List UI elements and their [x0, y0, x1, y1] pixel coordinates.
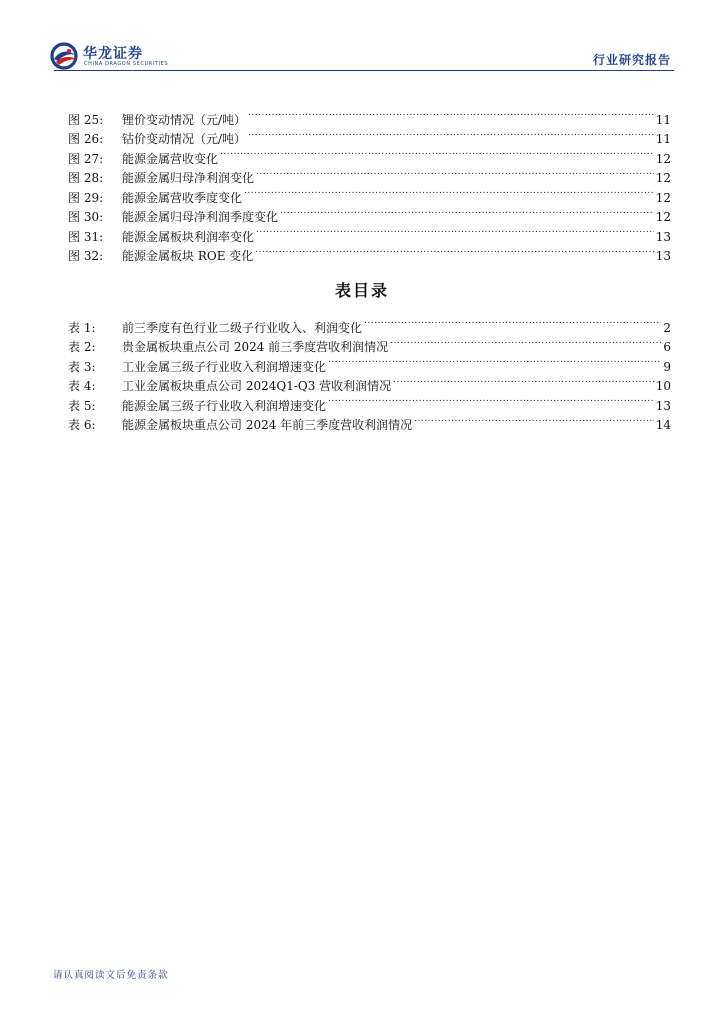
toc-entry-title: 能源金属营收变化 [122, 151, 219, 166]
dot-leader [328, 390, 654, 410]
toc-entry-label: 图 32: [68, 249, 104, 263]
dot-leader [248, 124, 654, 144]
dot-leader [280, 202, 654, 222]
toc-entry-label: 图 26: [68, 132, 104, 146]
toc-entry-title: 能源金属营收季度变化 [122, 190, 243, 205]
dot-leader [393, 371, 654, 391]
figure-toc-list [68, 104, 671, 263]
company-logo [50, 42, 170, 70]
toc-entry-label: 表 1: [68, 320, 96, 335]
toc-entry-page: 6 [663, 340, 671, 354]
toc-entry-title: 能源金属板块 ROE 变化 [122, 249, 254, 263]
toc-entry-title: 工业金属板块重点公司 2024Q1-Q3 营收利润情况 [122, 379, 392, 393]
toc-entry-title: 能源金属归母净利润变化 [122, 171, 255, 185]
toc-entry-page: 11 [655, 112, 671, 127]
toc-entry-label: 表 6: [68, 418, 96, 432]
toc-entry-page: 14 [655, 418, 671, 432]
dot-leader [244, 182, 654, 202]
dot-leader [364, 312, 661, 332]
toc-entry-label: 图 28: [68, 171, 104, 185]
toc-entry[interactable] [68, 312, 671, 335]
header-divider [54, 70, 674, 71]
toc-entry-title: 锂价变动情况（元/吨） [122, 112, 247, 127]
toc-entry-label: 图 27: [68, 151, 104, 166]
dot-leader [390, 332, 661, 352]
toc-entry-label: 表 4: [68, 379, 96, 393]
toc-entry-page: 12 [655, 210, 671, 224]
logo-english-name: CHINA DRAGON SECURITIES [84, 61, 169, 67]
toc-entry-page: 2 [663, 320, 671, 335]
report-type-label: 行业研究报告 [592, 53, 671, 67]
disclaimer-footer: 请认真阅读文后免责条款 [53, 970, 169, 981]
toc-entry-page: 12 [655, 190, 671, 205]
toc-entry-label: 图 31: [68, 229, 104, 244]
toc-entry-label: 表 3: [68, 359, 96, 374]
toc-entry-title: 能源金属板块利润率变化 [122, 229, 255, 244]
toc-entry-page: 13 [655, 229, 671, 244]
page-header [0, 0, 724, 72]
toc-entry-page: 10 [655, 379, 671, 393]
dot-leader [256, 221, 654, 241]
toc-entry-title: 能源金属归母净利润季度变化 [122, 210, 279, 224]
toc-entry-title: 前三季度有色行业二级子行业收入、利润变化 [122, 320, 363, 335]
toc-entry-title: 钴价变动情况（元/吨） [122, 132, 247, 146]
toc-entry-page: 12 [655, 171, 671, 185]
toc-entry[interactable] [68, 104, 671, 127]
dot-leader [414, 410, 654, 430]
dragon-logo-icon [50, 42, 80, 70]
table-toc-list [68, 312, 671, 432]
logo-chinese-name: 华龙证券 [83, 46, 143, 62]
dot-leader [328, 351, 661, 371]
toc-entry-page: 9 [663, 359, 671, 374]
toc-entry-page: 13 [655, 249, 671, 263]
toc-entry-label: 表 2: [68, 340, 96, 354]
toc-entry-title: 能源金属板块重点公司 2024 年前三季度营收利润情况 [122, 418, 413, 432]
dot-leader [248, 104, 654, 124]
toc-entry-title: 能源金属三级子行业收入利润增速变化 [122, 398, 327, 413]
toc-entry-page: 11 [655, 132, 671, 146]
dot-leader [256, 163, 654, 183]
dot-leader [220, 143, 654, 163]
dot-leader [255, 241, 653, 261]
toc-entry-title: 贵金属板块重点公司 2024 前三季度营收利润情况 [122, 340, 389, 354]
toc-entry-label: 图 29: [68, 190, 104, 205]
table-toc-heading: 表目录 [334, 281, 389, 300]
toc-entry-page: 13 [655, 398, 671, 413]
toc-entry-label: 图 30: [68, 210, 104, 224]
toc-entry-label: 表 5: [68, 398, 96, 413]
toc-entry-page: 12 [655, 151, 671, 166]
toc-entry-title: 工业金属三级子行业收入利润增速变化 [122, 359, 327, 374]
toc-entry-label: 图 25: [68, 112, 104, 127]
